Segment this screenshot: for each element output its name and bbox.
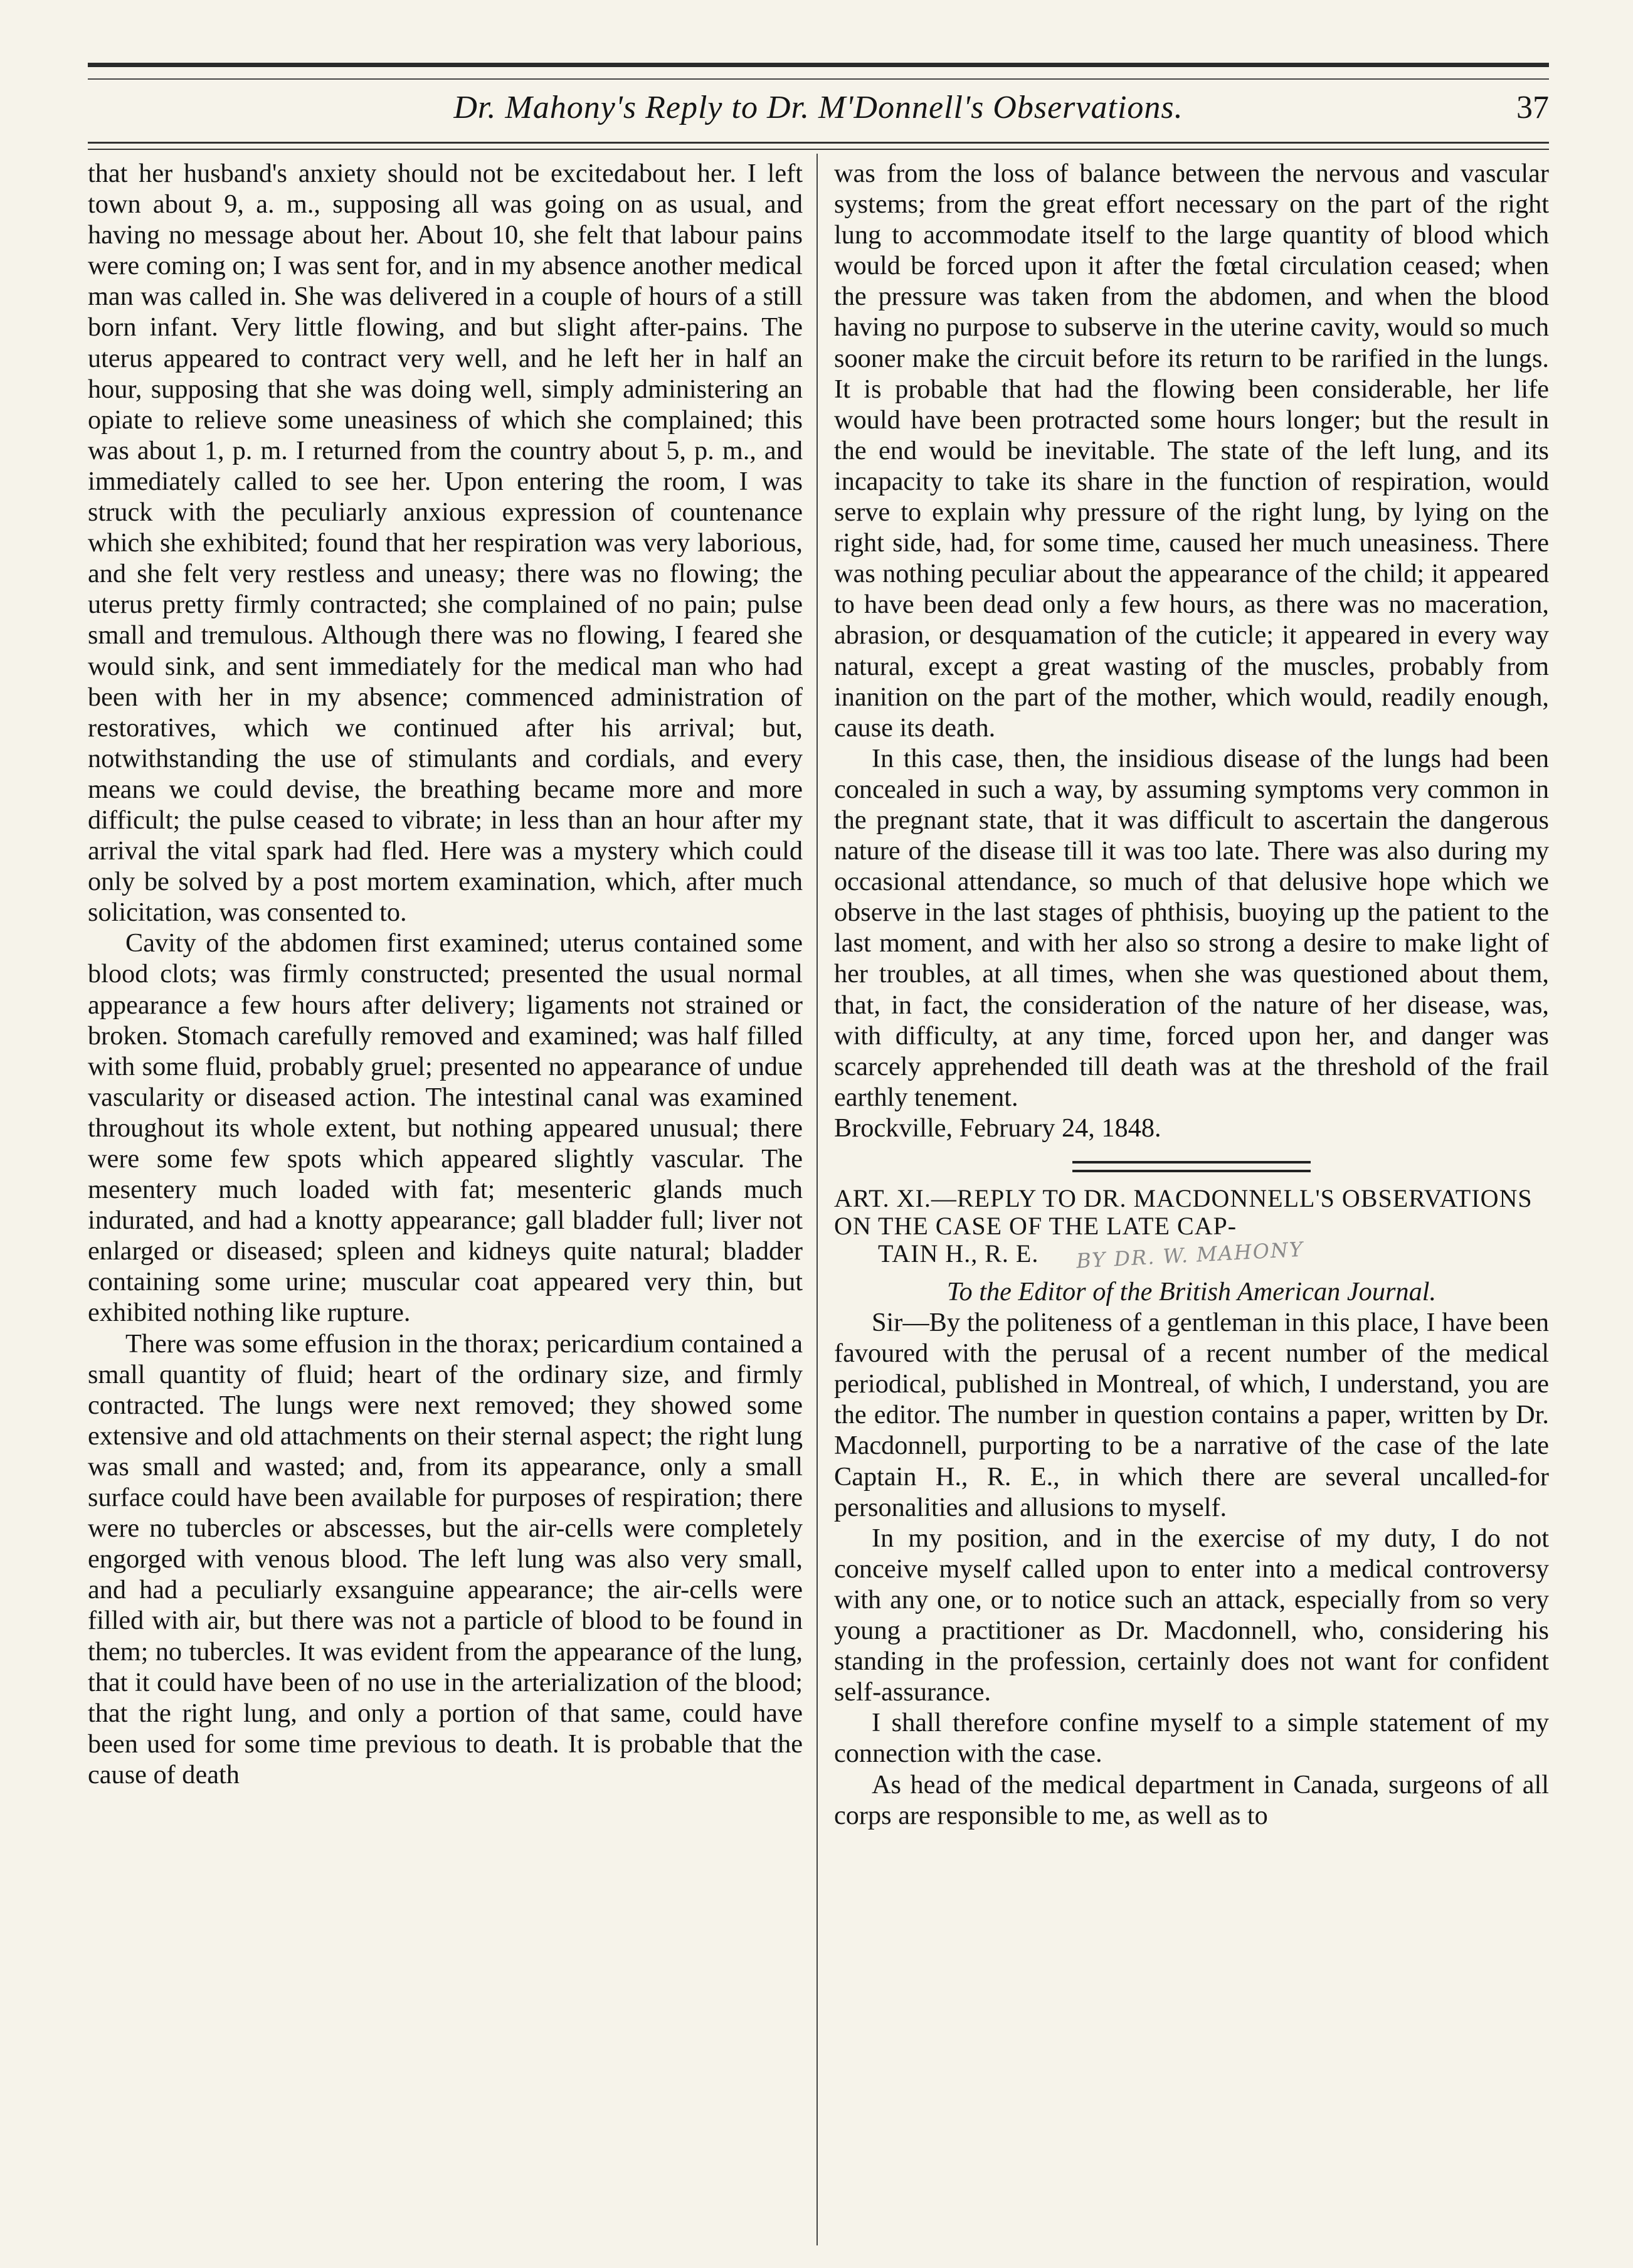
right-column (834, 158, 1549, 1831)
salutation: To the Editor of the British American Journal. (946, 1277, 1437, 1306)
head-rule (88, 142, 1549, 150)
paragraph: There was some effusion in the thorax; pericardium contained a small quantity of fluid; heart of the ordinary size, and firmly contracted. The lungs were next removed; they showed some extensive and old attachments on their sternal aspect; the right lung was small and wasted; and, from its appearance, only a small surface could have been available for purposes of respiration; there were no tubercles or abscesses, but the air-cells were completely engorged with venous blood. The left lung was also very small, and had a peculiarly exsanguine appearance; the air-cells were filled with air, but there was not a particle of blood to be found in them; no tubercles. It was evident from the appearance of the lung, that it could have been of no use in the arterialization of the blood; that the right lung, and only a portion of that same, could have been used for some time previous to death. It is probable that the cause of death (88, 1328, 803, 1789)
running-head (88, 87, 1549, 137)
paragraph: In my position, and in the exercise of my duty, I do not conceive myself called upon to enter into a medical controversy with any one, or to notice such an attack, especially from so very young a practitioner as Dr. Macdonnell, who, considering his standing in the profession, certainly does not want for confident self-assurance. (834, 1523, 1549, 1707)
article-tag: ART. XI. (834, 1184, 931, 1212)
page-number: 37 (1516, 90, 1549, 125)
paragraph: As head of the medical department in Canada, surgeons of all corps are responsible to me, as well as to (834, 1769, 1549, 1830)
top-rule (88, 63, 1549, 80)
section-rule (1072, 1161, 1311, 1172)
column-divider (816, 154, 818, 2245)
article-title (834, 1184, 1549, 1273)
article-title-line: —REPLY TO DR. MACDONNELL'S OBSERVATIONS ON THE CASE OF THE LATE CAP- (834, 1184, 1533, 1240)
paragraph: that her husband's anxiety should not be excitedabout her. I left town about 9, a. m., supposing all was going on as usual, and having no message about her. About 10, she felt that labour pains were coming on; I was sent for, and in my absence another medical man was called in. She was delivered in a couple of hours of a still born infant. Very little flowing, and but slight after-pains. The uterus appeared to contract very well, and he left her in half an hour, supposing that she was doing well, simply administering an opiate to relieve some uneasiness of which she complained; this was about 1, p. m. I returned from the country about 5, p. m., and immediately called to see her. Upon entering the room, I was struck with the peculiarly anxious expression of countenance which she exhibited; found that her respiration was very laborious, and she felt very restless and uneasy; there was no flowing; the uterus pretty firmly contracted; she complained of no pain; pulse small and tremulous. Although there was no flowing, I feared she would sink, and sent immediately for the medical man who had been with her in my absence; commenced administration of restoratives, which we continued after his arrival; but, notwithstanding the use of stimulants and cordials, and every means we could devise, the breathing became more and more difficult; the pulse ceased to vibrate; in less than an hour after my arrival the vital spark had fled. Here was a mystery which could only be solved by a post mortem examination, which, after much solicitation, was consented to. (88, 159, 803, 928)
running-title: Dr. Mahony's Reply to Dr. M'Donnell's Observations. (453, 90, 1183, 125)
signoff: Brockville, February 24, 1848. (834, 1113, 1161, 1143)
paragraph: I shall therefore confine myself to a simple statement of my connection with the case. (834, 1708, 1549, 1769)
paragraph: In this case, then, the insidious disease of the lungs had been concealed in such a way, by assuming symptoms very common in the pregnant state, that it was difficult to ascertain the dangerous nature of the disease till it was too late. There was also during my occasional attendance, so much of that delusive hope which we observe in the last stages of phthisis, buoying up the patient to the last moment, and with her also so strong a desire to make light of her troubles, at all times, when she was questioned about them, that, in fact, the consideration of the nature of her disease, was, with difficulty, at any time, forced upon her, and danger was scarcely apprehended till death was at the threshold of the frail earthly tenement. (834, 743, 1549, 1112)
paragraph: Cavity of the abdomen first examined; uterus contained some blood clots; was firmly constructed; presented the usual normal appearance a few hours after delivery; ligaments not strained or broken. Stomach carefully removed and examined; was half filled with some fluid, probably gruel; presented no appearance of undue vascularity or diseased action. The intestinal canal was examined throughout its whole extent, but nothing appeared unusual; there were some few spots which appeared slightly vascular. The mesentery much loaded with fat; mesenteric glands much indurated, and had a knotty appearance; gall bladder full; liver not enlarged or diseased; spleen and kidneys quite natural; bladder containing some urine; muscular coat appeared very thin, but exhibited nothing like rupture. (88, 928, 803, 1328)
handwritten-annotation: BY DR. W. MAHONY (1075, 1237, 1305, 1273)
left-column (88, 158, 803, 1790)
paragraph: Sir—By the politeness of a gentleman in this place, I have been favoured with the perusal of a recent number of the medical periodical, published in Montreal, of which, I understand, you are the editor. The number in question contains a paper, written by Dr. Macdonnell, purporting to be a narrative of the case of the late Captain H., R. E., in which there are several uncalled-for personalities and allusions to myself. (834, 1308, 1549, 1522)
article-title-line: TAIN H., R. E. (878, 1239, 1039, 1268)
paragraph: was from the loss of balance between the nervous and vascular systems; from the great effort necessary on the part of the right lung to accommodate itself to the large quantity of blood which would be forced upon it after the fœtal circulation ceased; when the pressure was taken from the abdomen, and when the blood having no purpose to subserve in the uterine cavity, would so much sooner make the circuit before its return to be rarified in the lungs. It is probable that had the flowing been considerable, her life would have been protracted some hours longer; but the result in the end would be inevitable. The state of the left lung, and its incapacity to take its share in the function of respiration, would serve to explain why pressure of the right lung, by lying on the right side, had, for some time, caused her much uneasiness. There was nothing peculiar about the appearance of the child; it appeared to have been dead only a few hours, as there was no maceration, abrasion, or desquamation of the cuticle; it appeared in every way natural, except a great wasting of the muscles, probably from inanition on the part of the mother, which would, readily enough, cause its death. (834, 159, 1549, 743)
